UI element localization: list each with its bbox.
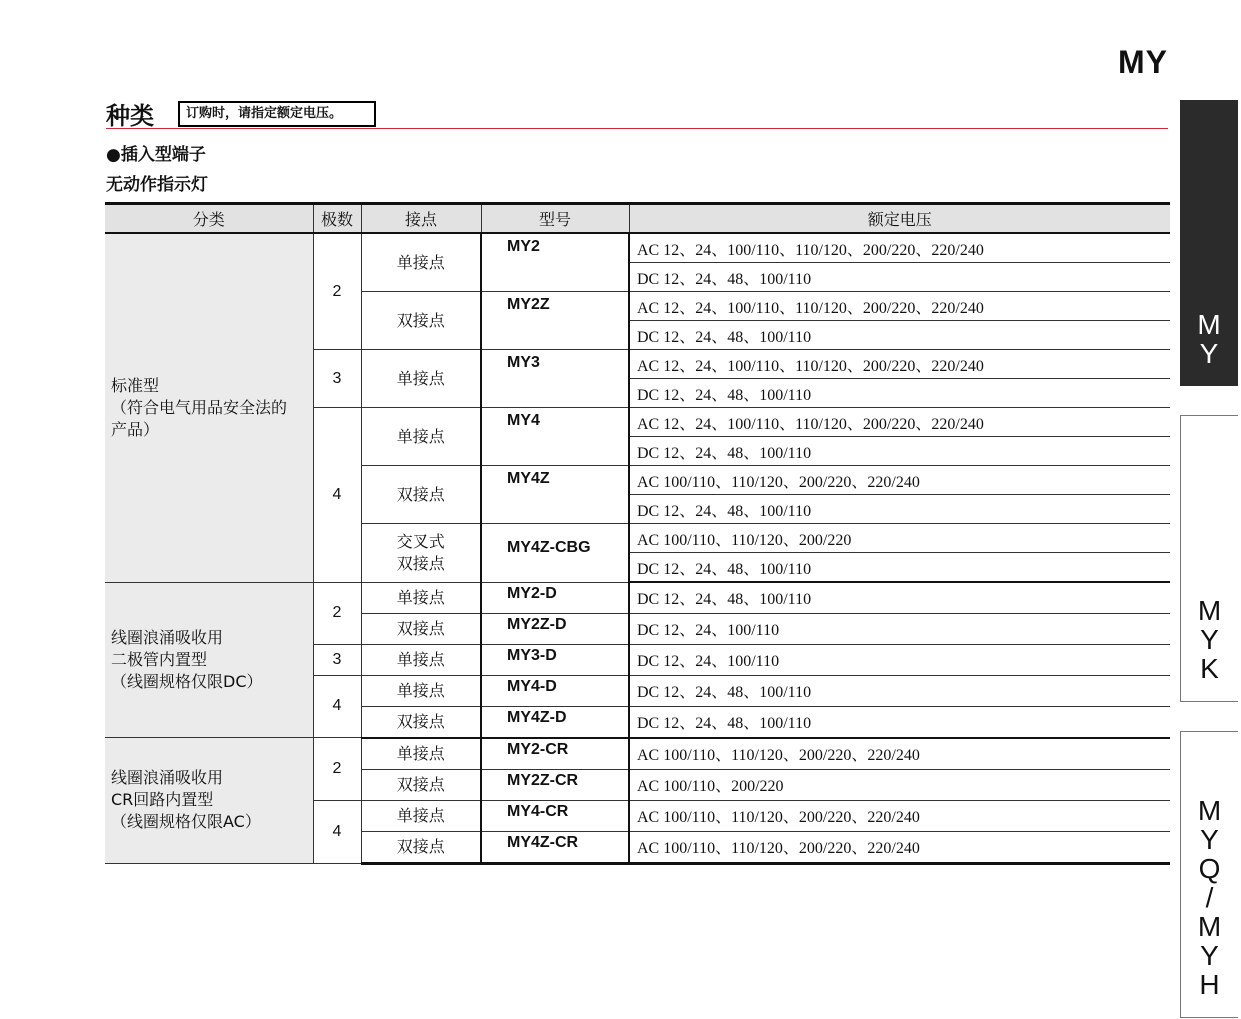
contact-cell: 双接点 [361, 466, 481, 524]
model-cell: MY4-CR [481, 800, 629, 831]
voltage-cell: DC 12、24、48、100/110 [629, 495, 1170, 524]
contact-cell: 单接点 [361, 800, 481, 831]
poles-cell: 4 [313, 408, 361, 583]
voltage-cell: DC 12、24、48、100/110 [629, 553, 1170, 583]
contact-cell: 单接点 [361, 408, 481, 466]
model-cell: MY4 [481, 408, 629, 466]
model-cell: MY2Z-CR [481, 769, 629, 800]
contact-cell: 单接点 [361, 582, 481, 613]
model-cell: MY2-D [481, 582, 629, 613]
model-cell: MY3-D [481, 644, 629, 675]
voltage-cell: DC 12、24、48、100/110 [629, 582, 1170, 613]
side-tab-char: Q [1198, 853, 1221, 884]
side-tab-myq-myh[interactable] [1180, 731, 1238, 1018]
voltage-cell: AC 100/110、110/120、200/220、220/240 [629, 466, 1170, 495]
voltage-cell: AC 12、24、100/110、110/120、200/220、220/240 [629, 233, 1170, 263]
table-row [105, 582, 1170, 613]
poles-cell: 4 [313, 675, 361, 738]
voltage-cell: DC 12、24、100/110 [629, 644, 1170, 675]
contact-cell: 双接点 [361, 613, 481, 644]
category-cell: 标准型 （符合电气用品安全法的 产品） [105, 233, 313, 582]
side-tab-char: M [1197, 911, 1222, 942]
page-code: MY [1118, 44, 1168, 80]
model-cell: MY4Z [481, 466, 629, 524]
side-tab-char: Y [1200, 624, 1219, 655]
model-cell: MY2 [481, 233, 629, 292]
voltage-cell: DC 12、24、48、100/110 [629, 706, 1170, 738]
contact-cell: 单接点 [361, 350, 481, 408]
voltage-cell: AC 12、24、100/110、110/120、200/220、220/240 [629, 292, 1170, 321]
header-model: 型号 [481, 204, 629, 234]
model-cell: MY2Z-D [481, 613, 629, 644]
category-cell: 线圈浪涌吸收用 二极管内置型 （线圈规格仅限DC） [105, 582, 313, 738]
contact-cell: 双接点 [361, 769, 481, 800]
contact-cell: 双接点 [361, 831, 481, 863]
table-row [105, 233, 1170, 263]
contact-cell: 单接点 [361, 233, 481, 292]
side-tab-char: Y [1200, 824, 1219, 855]
side-tab-myk[interactable] [1180, 415, 1238, 702]
side-tab-char: M [1197, 595, 1222, 626]
order-note: 订购时，请指定额定电压。 [178, 101, 376, 127]
voltage-cell: AC 100/110、110/120、200/220、220/240 [629, 800, 1170, 831]
contact-cell: 双接点 [361, 706, 481, 738]
voltage-cell: DC 12、24、48、100/110 [629, 379, 1170, 408]
model-cell: MY2Z [481, 292, 629, 350]
poles-cell: 2 [313, 582, 361, 644]
voltage-cell: DC 12、24、48、100/110 [629, 321, 1170, 350]
model-cell: MY4Z-CR [481, 831, 629, 863]
contact-cell: 单接点 [361, 738, 481, 770]
side-tab-char: M [1197, 795, 1222, 826]
voltage-cell: DC 12、24、100/110 [629, 613, 1170, 644]
voltage-cell: AC 100/110、110/120、200/220、220/240 [629, 738, 1170, 770]
category-cell: 线圈浪涌吸收用 CR回路内置型 （线圈规格仅限AC） [105, 738, 313, 864]
subtitle-terminal-type: ●插入型端子 [106, 145, 206, 165]
header-rated-voltage: 额定电压 [629, 204, 1170, 234]
voltage-cell: DC 12、24、48、100/110 [629, 437, 1170, 466]
voltage-cell: AC 100/110、110/120、200/220 [629, 524, 1170, 553]
header-poles: 极数 [313, 204, 361, 234]
poles-cell: 2 [313, 738, 361, 801]
contact-cell: 交叉式 双接点 [361, 524, 481, 583]
model-cell: MY3 [481, 350, 629, 408]
section-title: 种类 [106, 102, 154, 130]
header-category: 分类 [105, 204, 313, 234]
voltage-cell: AC 12、24、100/110、110/120、200/220、220/240 [629, 408, 1170, 437]
side-tab-char: H [1199, 969, 1220, 1000]
side-tab-char: / [1205, 882, 1214, 913]
poles-cell: 3 [313, 644, 361, 675]
subtitle-indicator: 无动作指示灯 [106, 175, 208, 195]
contact-cell: 双接点 [361, 292, 481, 350]
title-divider [106, 128, 1168, 129]
side-tab-my[interactable] [1180, 100, 1238, 386]
table-row [105, 738, 1170, 770]
relay-types-table [105, 202, 1170, 865]
poles-cell: 4 [313, 800, 361, 863]
model-cell: MY2-CR [481, 738, 629, 770]
model-cell: MY4Z-D [481, 706, 629, 738]
side-tab-char: K [1200, 653, 1219, 684]
side-tab-char: Y [1199, 338, 1219, 369]
model-cell: MY4Z-CBG [481, 524, 629, 583]
side-tab-char: Y [1200, 940, 1219, 971]
model-cell: MY4-D [481, 675, 629, 706]
poles-cell: 2 [313, 233, 361, 350]
contact-cell: 单接点 [361, 675, 481, 706]
side-tab-char: M [1197, 309, 1221, 340]
voltage-cell: DC 12、24、48、100/110 [629, 675, 1170, 706]
voltage-cell: AC 100/110、200/220 [629, 769, 1170, 800]
voltage-cell: DC 12、24、48、100/110 [629, 263, 1170, 292]
poles-cell: 3 [313, 350, 361, 408]
table-header-row [105, 204, 1170, 234]
voltage-cell: AC 12、24、100/110、110/120、200/220、220/240 [629, 350, 1170, 379]
header-contact: 接点 [361, 204, 481, 234]
voltage-cell: AC 100/110、110/120、200/220、220/240 [629, 831, 1170, 863]
contact-cell: 单接点 [361, 644, 481, 675]
